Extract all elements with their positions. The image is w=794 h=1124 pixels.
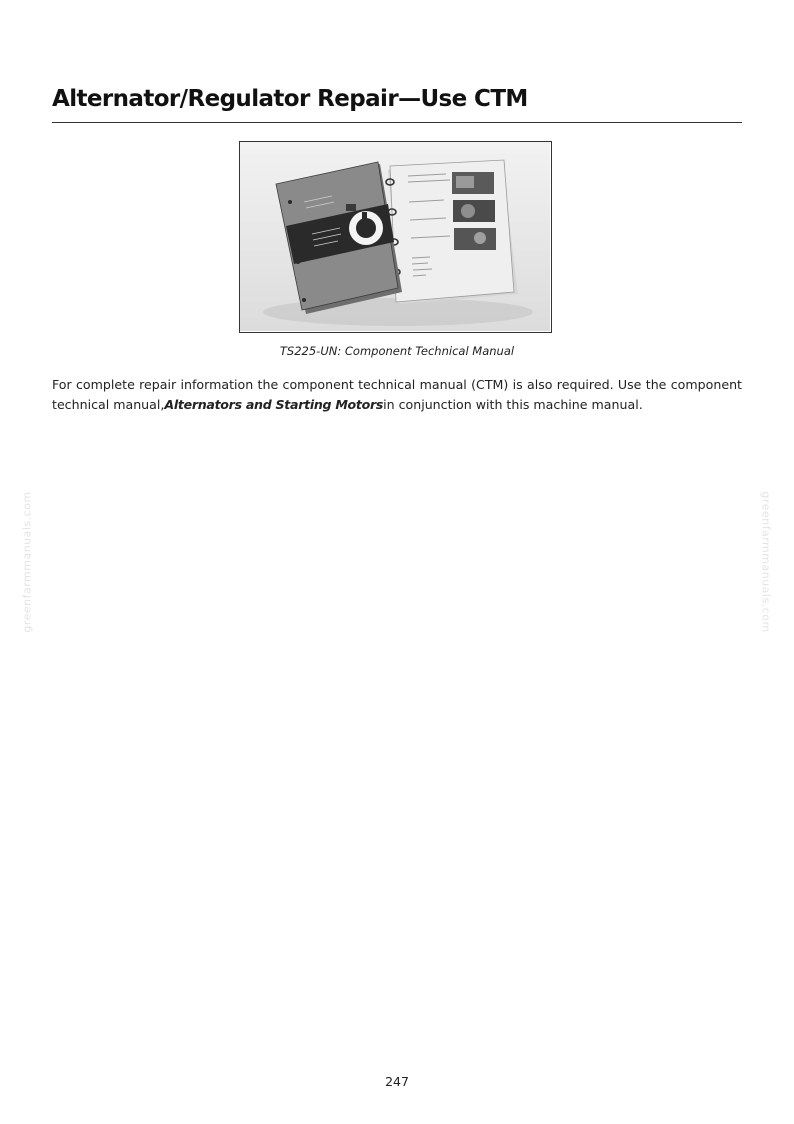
body-text-start: For complete repair information the component technical manual (CTM) is also required. Use the component technical manual, [52, 377, 742, 412]
page-title: Alternator/Regulator Repair—Use CTM [52, 86, 528, 112]
watermark-left: greenfarmmanuals.com [20, 491, 34, 633]
figure-manual-photo [239, 141, 552, 333]
manual-photo-illustration [240, 142, 550, 331]
body-text-end: in conjunction with this machine manual. [383, 397, 643, 412]
reference-manual-title: Alternators and Starting Motors [164, 397, 384, 412]
watermark-right: greenfarmmanuals.com [759, 491, 773, 633]
page-number: 247 [385, 1074, 409, 1089]
body-paragraph [52, 375, 742, 415]
title-divider [52, 122, 742, 123]
figure-caption: TS225-UN: Component Technical Manual [279, 344, 515, 358]
